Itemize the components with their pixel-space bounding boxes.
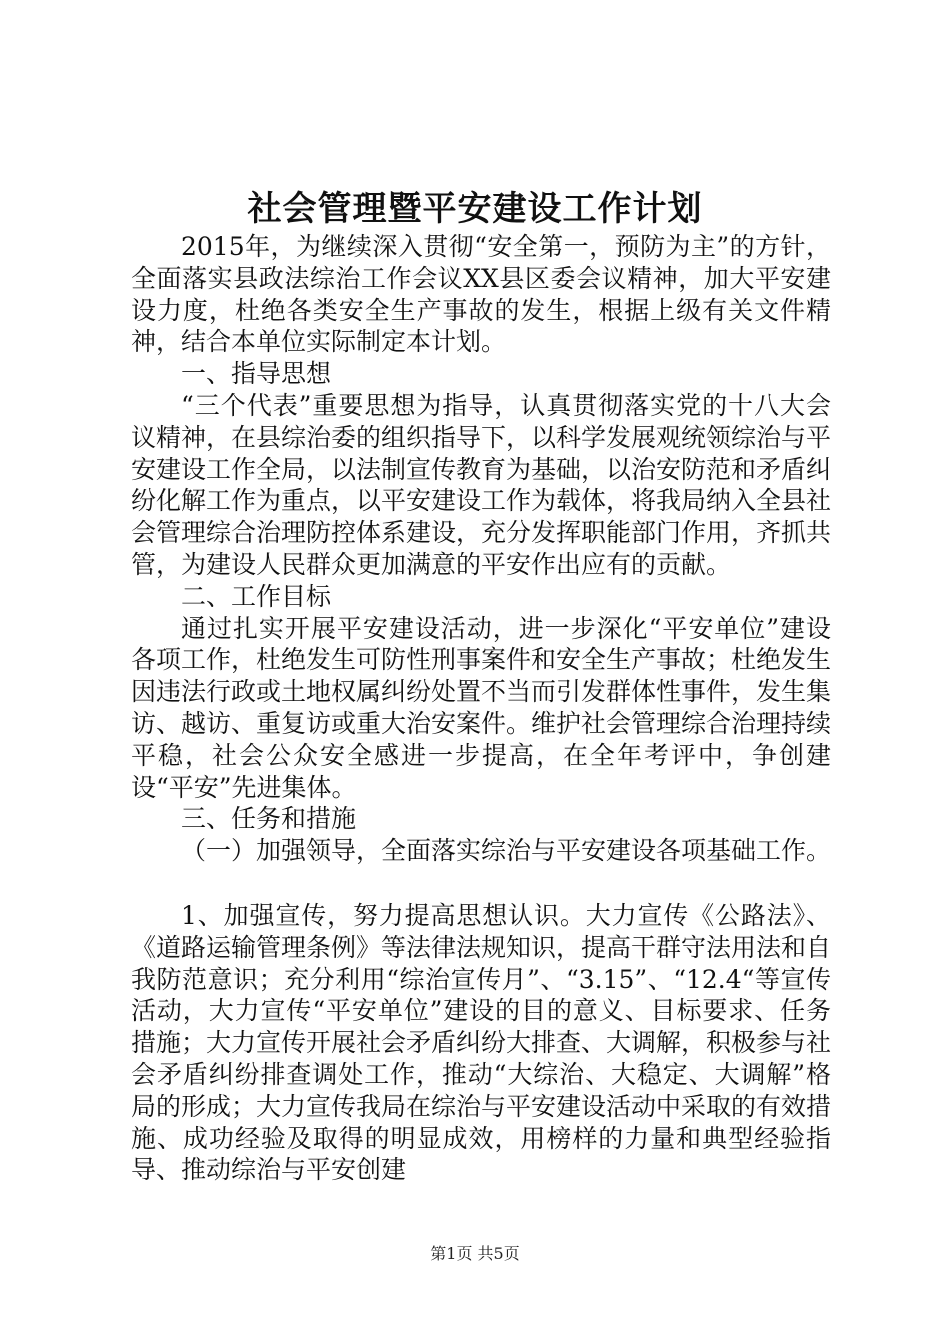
section-heading-guiding-ideology: 一、指导思想	[181, 359, 332, 389]
guiding-ideology-paragraph: “三个代表”重要思想为指导，认真贯彻落实党的十八大会议精神，在县综治委的组织指导下，以科学发展观统领综治与平安建设工作全局，以法制宣传教育为基础，以治安防范和矛盾纠纷化解工作为重点，以平安建设工作为载体，将我局纳入全县社会管理综合治理防控体系建设，充分发挥职能部门作用，齐抓共管，为建设人民群众更加满意的平安作出应有的贡献。	[131, 390, 832, 579]
document-body	[131, 231, 831, 1186]
section-heading-work-goals: 二、工作目标	[181, 581, 332, 611]
document-title: 社会管理暨平安建设工作计划	[247, 189, 703, 229]
item-1-paragraph: 1、加强宣传，努力提高思想认识。大力宣传《公路法》、《道路运输管理条例》等法律法规知识，提高干群守法用法和自我防范意识；充分利用“综治宣传月”、“3.15”、“12.4“等宣传活动，大力宣传“平安单位”建设的目的意义、目标要求、任务措施；大力宣传开展社会矛盾纠纷大排查、大调解，积极参与社会矛盾纠纷排查调处工作，推动“大综治、大稳定、大调解”格局的形成；大力宣传我局在综治与平安建设活动中采取的有效措施、成功经验及取得的明显成效，用榜样的力量和典型经验指导、推动综治与平安创建	[131, 900, 832, 1185]
subsection-heading-leadership: （一）加强领导，全面落实综治与平安建设各项基础工作。	[181, 836, 832, 866]
intro-paragraph: 2015年，为继续深入贯彻“安全第一，预防为主”的方针，全面落实县政法综治工作会议XX县区委会议精神，加大平安建设力度，杜绝各类安全生产事故的发生，根据上级有关文件精神，结合本单位实际制定本计划。	[131, 232, 831, 357]
paragraph-gap	[131, 867, 831, 900]
page-indicator: 第1页 共5页	[430, 1244, 520, 1263]
section-heading-tasks-measures: 三、任务和措施	[181, 804, 357, 834]
work-goals-paragraph: 通过扎实开展平安建设活动，进一步深化“平安单位”建设各项工作，杜绝发生可防性刑事案件和安全生产事故；杜绝发生因违法行政或土地权属纠纷处置不当而引发群体性事件，发生集访、越访、重复访或重大治安案件。维护社会管理综合治理持续平稳，社会公众安全感进一步提高，在全年考评中，争创建设“平安”先进集体。	[131, 613, 832, 802]
